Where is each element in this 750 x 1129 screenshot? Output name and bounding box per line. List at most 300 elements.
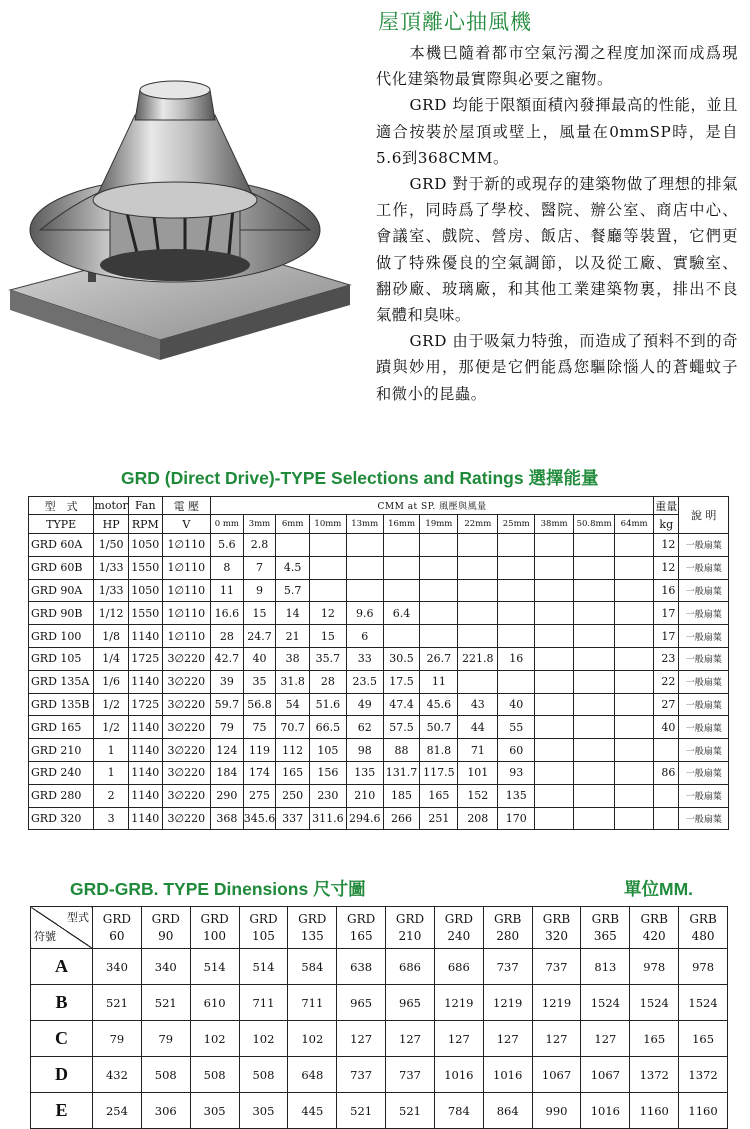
cell-cmm: 47.4 <box>383 693 420 716</box>
cell-weight: 12 <box>654 556 679 579</box>
dim-cell: 1067 <box>581 1057 630 1093</box>
intro-text <box>376 40 738 407</box>
cell-volt: 3∅220 <box>162 670 210 693</box>
cell-rpm: 1725 <box>128 693 162 716</box>
dim-cell: 254 <box>93 1093 142 1129</box>
cell-type: GRD 165 <box>29 716 94 739</box>
cell-type: GRD 90B <box>29 602 94 625</box>
col-sp: 10mm <box>309 515 346 534</box>
cell-note: 一般扇葉 <box>679 739 729 762</box>
cell-cmm <box>458 625 498 648</box>
col-weight-unit: kg <box>654 515 679 534</box>
cell-type: GRD 135A <box>29 670 94 693</box>
dim-row-label: A <box>31 949 93 985</box>
table-row <box>31 1021 728 1057</box>
dim-cell: 1219 <box>532 985 581 1021</box>
cell-volt: 3∅220 <box>162 761 210 784</box>
cell-cmm <box>615 807 654 830</box>
cell-rpm: 1050 <box>128 579 162 602</box>
cell-cmm: 15 <box>309 625 346 648</box>
cell-cmm: 135 <box>346 761 383 784</box>
intro-paragraph: GRD 由于吸氣力特強，而造成了預料不到的奇蹟與妙用，那便是它們能爲您驅除惱人的蒼蠅蚊子和微小的昆蟲。 <box>376 332 738 403</box>
cell-cmm <box>498 625 535 648</box>
cell-cmm <box>574 670 615 693</box>
cell-type: GRD 100 <box>29 625 94 648</box>
dim-col-size: 420 <box>642 928 666 943</box>
dim-cell: 1524 <box>679 985 728 1021</box>
cell-note: 一般扇葉 <box>679 625 729 648</box>
dim-col-header <box>630 907 679 949</box>
cell-cmm: 152 <box>458 784 498 807</box>
cell-cmm: 15 <box>243 602 276 625</box>
dim-col-header <box>141 907 190 949</box>
cell-cmm <box>498 534 535 557</box>
cell-cmm <box>458 534 498 557</box>
cell-cmm: 16 <box>498 647 535 670</box>
cell-cmm: 75 <box>243 716 276 739</box>
dim-cell: 638 <box>337 949 386 985</box>
col-motor: motor <box>94 497 129 515</box>
dim-cell: 737 <box>532 949 581 985</box>
cell-rpm: 1140 <box>128 784 162 807</box>
dim-cell: 784 <box>434 1093 483 1129</box>
table-row <box>29 716 729 739</box>
selections-title: GRD (Direct Drive)-TYPE Selections and Ratings 選擇能量 <box>121 468 599 488</box>
table-row <box>31 949 728 985</box>
cell-cmm <box>346 534 383 557</box>
table-row <box>29 647 729 670</box>
dim-cell: 1219 <box>483 985 532 1021</box>
cell-cmm: 165 <box>276 761 310 784</box>
cell-cmm: 101 <box>458 761 498 784</box>
col-volt: V <box>162 515 210 534</box>
cell-cmm: 8 <box>211 556 244 579</box>
cell-type: GRD 90A <box>29 579 94 602</box>
dim-cell: 610 <box>190 985 239 1021</box>
cell-cmm <box>420 579 458 602</box>
cell-volt: 1∅110 <box>162 556 210 579</box>
dim-col-series: GRB <box>493 911 522 926</box>
table-row <box>31 985 728 1021</box>
dim-col-series: GRD <box>444 911 473 926</box>
cell-cmm: 54 <box>276 693 310 716</box>
dim-cell: 978 <box>679 949 728 985</box>
cell-cmm <box>535 579 574 602</box>
cell-hp: 1/8 <box>94 625 129 648</box>
dim-cell: 521 <box>141 985 190 1021</box>
dim-cell: 1160 <box>630 1093 679 1129</box>
cell-cmm <box>615 716 654 739</box>
cell-cmm: 185 <box>383 784 420 807</box>
dim-cell: 508 <box>190 1057 239 1093</box>
cell-cmm: 28 <box>309 670 346 693</box>
dim-cell: 1160 <box>679 1093 728 1129</box>
cell-cmm <box>383 556 420 579</box>
dim-cell: 508 <box>141 1057 190 1093</box>
dim-cell: 127 <box>532 1021 581 1057</box>
cell-type: GRD 240 <box>29 761 94 784</box>
cell-rpm: 1140 <box>128 716 162 739</box>
table-row <box>29 625 729 648</box>
dim-cell: 521 <box>386 1093 435 1129</box>
dim-row-label: E <box>31 1093 93 1129</box>
cell-cmm: 5.7 <box>276 579 310 602</box>
cell-cmm <box>615 556 654 579</box>
dim-cell: 648 <box>288 1057 337 1093</box>
col-note: 說 明 <box>679 497 729 534</box>
cell-cmm <box>574 647 615 670</box>
cell-cmm: 9 <box>243 579 276 602</box>
col-rpm: RPM <box>128 515 162 534</box>
cell-cmm <box>535 739 574 762</box>
cell-cmm: 33 <box>346 647 383 670</box>
dim-cell: 990 <box>532 1093 581 1129</box>
cell-cmm: 2.8 <box>243 534 276 557</box>
cell-cmm <box>615 739 654 762</box>
cell-cmm <box>420 534 458 557</box>
cell-weight: 22 <box>654 670 679 693</box>
dim-cell: 305 <box>239 1093 288 1129</box>
table-row <box>31 1057 728 1093</box>
cell-cmm <box>615 647 654 670</box>
cell-cmm: 40 <box>243 647 276 670</box>
cell-weight: 17 <box>654 625 679 648</box>
dim-col-size: 135 <box>300 928 324 943</box>
dim-cell: 445 <box>288 1093 337 1129</box>
cell-cmm <box>615 784 654 807</box>
cell-cmm <box>420 556 458 579</box>
table-row <box>29 807 729 830</box>
cell-cmm: 59.7 <box>211 693 244 716</box>
cell-hp: 1/33 <box>94 556 129 579</box>
cell-rpm: 1725 <box>128 647 162 670</box>
cell-weight <box>654 739 679 762</box>
dim-cell: 127 <box>483 1021 532 1057</box>
cell-cmm: 6 <box>346 625 383 648</box>
dim-cell: 165 <box>679 1021 728 1057</box>
dim-col-series: GRD <box>395 911 425 926</box>
cell-note: 一般扇葉 <box>679 602 729 625</box>
cell-cmm: 14 <box>276 602 310 625</box>
cell-cmm: 290 <box>211 784 244 807</box>
cell-cmm: 184 <box>211 761 244 784</box>
col-sp: 50.8mm <box>574 515 615 534</box>
cell-cmm <box>615 534 654 557</box>
cell-cmm <box>535 670 574 693</box>
cell-cmm <box>535 807 574 830</box>
cell-weight: 40 <box>654 716 679 739</box>
table-row <box>29 534 729 557</box>
cell-cmm <box>574 534 615 557</box>
cell-cmm: 12 <box>309 602 346 625</box>
dim-col-header <box>337 907 386 949</box>
cell-hp: 3 <box>94 807 129 830</box>
dimensions-corner <box>31 907 93 949</box>
cell-cmm <box>498 602 535 625</box>
intro-paragraph: 本機巳隨着都市空氣污濁之程度加深而成爲現代化建築物最實際與必要之寵物。 <box>376 44 738 89</box>
cell-cmm <box>615 625 654 648</box>
cell-cmm: 79 <box>211 716 244 739</box>
dim-row-label: C <box>31 1021 93 1057</box>
dim-cell: 686 <box>386 949 435 985</box>
cell-weight <box>654 807 679 830</box>
cell-weight: 16 <box>654 579 679 602</box>
cell-volt: 3∅220 <box>162 693 210 716</box>
cell-cmm <box>615 579 654 602</box>
cell-cmm: 266 <box>383 807 420 830</box>
cell-cmm <box>535 693 574 716</box>
cell-volt: 3∅220 <box>162 784 210 807</box>
dim-cell: 965 <box>337 985 386 1021</box>
cell-volt: 3∅220 <box>162 647 210 670</box>
dim-col-size: 100 <box>203 928 227 943</box>
dim-cell: 514 <box>239 949 288 985</box>
cell-cmm <box>574 784 615 807</box>
cell-cmm <box>615 693 654 716</box>
intro-paragraph: GRD 均能于限額面積內發揮最高的性能，並且適合按裝於屋頂或壁上，風量在0mmSP時，是自5.6到368CMM。 <box>376 96 738 167</box>
cell-volt: 1∅110 <box>162 602 210 625</box>
dim-cell: 165 <box>630 1021 679 1057</box>
cell-cmm: 16.6 <box>211 602 244 625</box>
page-title: 屋頂離心抽風機 <box>378 10 532 34</box>
cell-cmm: 35 <box>243 670 276 693</box>
cell-cmm: 345.6 <box>243 807 276 830</box>
dim-cell: 1016 <box>581 1093 630 1129</box>
cell-cmm: 6.4 <box>383 602 420 625</box>
dim-col-series: GRB <box>591 911 620 926</box>
cell-cmm <box>420 625 458 648</box>
dim-cell: 102 <box>190 1021 239 1057</box>
cell-hp: 1/33 <box>94 579 129 602</box>
cell-cmm <box>574 625 615 648</box>
cell-cmm: 7 <box>243 556 276 579</box>
cell-cmm: 170 <box>498 807 535 830</box>
cell-type: GRD 105 <box>29 647 94 670</box>
dim-cell: 79 <box>93 1021 142 1057</box>
cell-type: GRD 60A <box>29 534 94 557</box>
cell-cmm: 66.5 <box>309 716 346 739</box>
cell-rpm: 1140 <box>128 807 162 830</box>
cell-cmm <box>574 556 615 579</box>
cell-cmm <box>574 739 615 762</box>
cell-cmm: 17.5 <box>383 670 420 693</box>
table-row <box>29 784 729 807</box>
table-row <box>29 602 729 625</box>
cell-cmm: 70.7 <box>276 716 310 739</box>
col-sp: 13mm <box>346 515 383 534</box>
cell-cmm <box>574 761 615 784</box>
cell-cmm <box>420 602 458 625</box>
cell-volt: 3∅220 <box>162 807 210 830</box>
dim-cell: 1372 <box>679 1057 728 1093</box>
cell-cmm: 221.8 <box>458 647 498 670</box>
cell-hp: 1/4 <box>94 647 129 670</box>
col-volt-zh: 電 壓 <box>162 497 210 515</box>
cell-cmm: 174 <box>243 761 276 784</box>
cell-rpm: 1050 <box>128 534 162 557</box>
cell-cmm <box>498 556 535 579</box>
dimensions-unit: 單位MM. <box>624 879 694 899</box>
dim-col-header <box>581 907 630 949</box>
dim-cell: 1524 <box>581 985 630 1021</box>
roof-fan-illustration <box>0 60 375 400</box>
dim-col-size: 240 <box>447 928 471 943</box>
col-sp: 19mm <box>420 515 458 534</box>
dim-cell: 1067 <box>532 1057 581 1093</box>
dim-cell: 1219 <box>434 985 483 1021</box>
cell-cmm <box>346 579 383 602</box>
cell-cmm: 251 <box>420 807 458 830</box>
cell-cmm: 275 <box>243 784 276 807</box>
cell-cmm: 131.7 <box>383 761 420 784</box>
cell-note: 一般扇葉 <box>679 807 729 830</box>
dim-col-size: 320 <box>545 928 568 943</box>
cell-weight: 17 <box>654 602 679 625</box>
col-sp: 6mm <box>276 515 310 534</box>
cell-volt: 1∅110 <box>162 534 210 557</box>
cell-cmm: 49 <box>346 693 383 716</box>
dim-col-header <box>190 907 239 949</box>
cell-note: 一般扇葉 <box>679 784 729 807</box>
cell-cmm: 135 <box>498 784 535 807</box>
col-sp: 38mm <box>535 515 574 534</box>
cell-cmm: 45.6 <box>420 693 458 716</box>
cell-hp: 1/6 <box>94 670 129 693</box>
dim-cell: 686 <box>434 949 483 985</box>
cell-cmm: 311.6 <box>309 807 346 830</box>
cell-cmm: 57.5 <box>383 716 420 739</box>
dim-cell: 813 <box>581 949 630 985</box>
cell-cmm <box>383 579 420 602</box>
cell-cmm <box>535 784 574 807</box>
cell-cmm: 50.7 <box>420 716 458 739</box>
table-row <box>29 556 729 579</box>
cell-hp: 1/2 <box>94 716 129 739</box>
cell-cmm <box>535 625 574 648</box>
intro-paragraph: GRD 對于新的或現存的建築物做了理想的排氣工作，同時爲了學校、醫院、辦公室、商店中心、會議室、戲院、營房、飯店、餐廳等裝置，它們更做了特殊優良的空氣調節，以及從工廠、實驗室、翻砂廠、玻璃廠，和其他工業建築物裏，排出不良氣體和臭味。 <box>376 175 738 325</box>
cell-cmm <box>498 579 535 602</box>
dim-col-series: GRB <box>640 911 668 926</box>
cell-volt: 3∅220 <box>162 716 210 739</box>
cell-cmm <box>346 556 383 579</box>
cell-cmm <box>574 693 615 716</box>
cell-cmm <box>535 556 574 579</box>
col-sp: 3mm <box>243 515 276 534</box>
dim-col-header <box>434 907 483 949</box>
dim-col-header <box>239 907 288 949</box>
cell-note: 一般扇葉 <box>679 761 729 784</box>
cell-cmm: 5.6 <box>211 534 244 557</box>
cell-volt: 3∅220 <box>162 739 210 762</box>
cell-cmm <box>383 625 420 648</box>
cell-type: GRD 320 <box>29 807 94 830</box>
dim-cell: 711 <box>239 985 288 1021</box>
dim-cell: 1016 <box>483 1057 532 1093</box>
dim-col-series: GRD <box>249 911 278 926</box>
cell-cmm <box>458 579 498 602</box>
cell-cmm: 56.8 <box>243 693 276 716</box>
cell-type: GRD 280 <box>29 784 94 807</box>
table-row <box>29 670 729 693</box>
cell-rpm: 1550 <box>128 556 162 579</box>
cell-cmm: 71 <box>458 739 498 762</box>
cell-note: 一般扇葉 <box>679 716 729 739</box>
dim-cell: 306 <box>141 1093 190 1129</box>
cell-hp: 1 <box>94 761 129 784</box>
corner-bottom-label: 符號 <box>34 930 56 943</box>
cell-cmm: 81.8 <box>420 739 458 762</box>
cell-hp: 1/50 <box>94 534 129 557</box>
cell-weight: 23 <box>654 647 679 670</box>
cell-cmm <box>574 807 615 830</box>
col-fan: Fan <box>128 497 162 515</box>
dim-col-size: 210 <box>398 928 422 943</box>
cell-cmm <box>498 670 535 693</box>
dim-col-header <box>483 907 532 949</box>
col-hp: HP <box>94 515 129 534</box>
dim-col-header <box>386 907 435 949</box>
cell-weight: 86 <box>654 761 679 784</box>
dim-col-size: 280 <box>496 928 520 943</box>
dim-cell: 102 <box>288 1021 337 1057</box>
cell-note: 一般扇葉 <box>679 647 729 670</box>
cell-rpm: 1140 <box>128 761 162 784</box>
dim-col-header <box>532 907 581 949</box>
col-weight-zh: 重量 <box>654 497 679 515</box>
cell-cmm <box>535 602 574 625</box>
cell-type: GRD 135B <box>29 693 94 716</box>
cell-cmm: 42.7 <box>211 647 244 670</box>
cell-cmm <box>309 579 346 602</box>
dim-cell: 102 <box>239 1021 288 1057</box>
corner-top-label: 型式 <box>67 911 89 924</box>
dim-col-series: GRD <box>151 911 180 926</box>
dim-cell: 965 <box>386 985 435 1021</box>
cell-cmm: 250 <box>276 784 310 807</box>
cell-cmm <box>458 602 498 625</box>
dim-cell: 127 <box>386 1021 435 1057</box>
dim-cell: 584 <box>288 949 337 985</box>
cell-cmm: 11 <box>420 670 458 693</box>
cell-hp: 2 <box>94 784 129 807</box>
cell-cmm: 21 <box>276 625 310 648</box>
cell-cmm: 93 <box>498 761 535 784</box>
cell-cmm <box>615 602 654 625</box>
dim-cell: 127 <box>581 1021 630 1057</box>
dim-cell: 737 <box>337 1057 386 1093</box>
cell-rpm: 1140 <box>128 625 162 648</box>
dim-col-size: 480 <box>691 928 715 943</box>
dim-cell: 1372 <box>630 1057 679 1093</box>
cell-cmm: 51.6 <box>309 693 346 716</box>
cell-cmm: 43 <box>458 693 498 716</box>
dim-row-label: B <box>31 985 93 1021</box>
dim-cell: 508 <box>239 1057 288 1093</box>
cell-note: 一般扇葉 <box>679 556 729 579</box>
cell-volt: 1∅110 <box>162 625 210 648</box>
cell-cmm: 40 <box>498 693 535 716</box>
cell-cmm: 39 <box>211 670 244 693</box>
cell-cmm: 35.7 <box>309 647 346 670</box>
cell-cmm: 368 <box>211 807 244 830</box>
cell-cmm <box>309 534 346 557</box>
cell-cmm: 98 <box>346 739 383 762</box>
cell-note: 一般扇葉 <box>679 670 729 693</box>
cell-cmm <box>574 602 615 625</box>
table-row <box>29 693 729 716</box>
dim-cell: 521 <box>93 985 142 1021</box>
cell-weight: 12 <box>654 534 679 557</box>
